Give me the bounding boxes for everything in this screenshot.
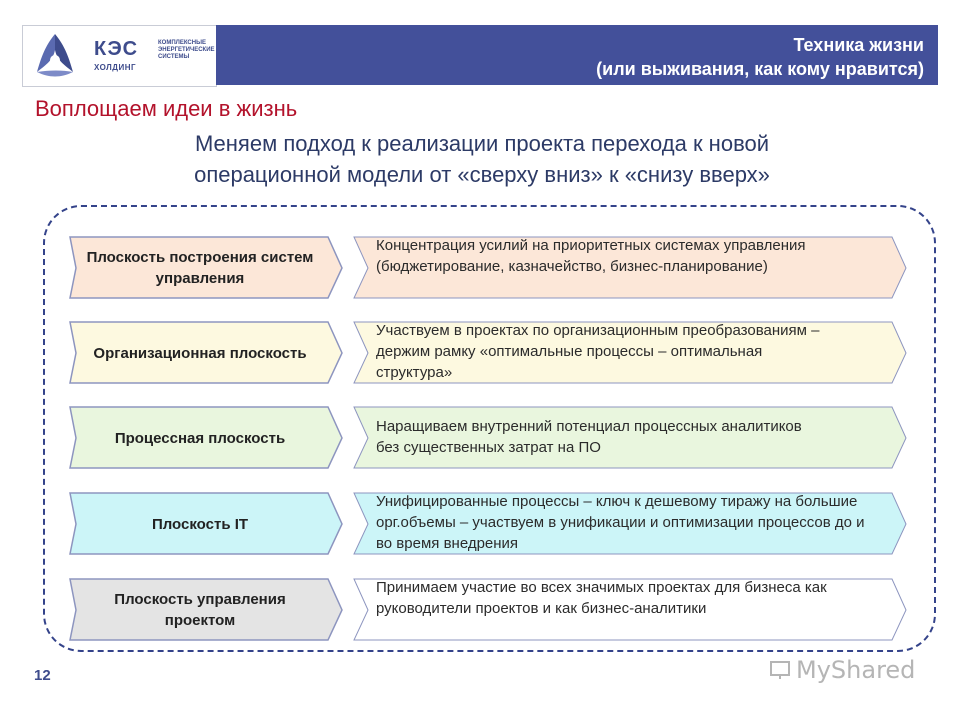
- row-2-label: Организационная плоскость: [93, 344, 307, 362]
- header-band: [216, 25, 938, 85]
- presentation-icon: [770, 660, 790, 680]
- company-letters: КЭС: [94, 38, 139, 60]
- slide-header-title: [596, 33, 924, 81]
- row-4-text: Унифицированные процессы – ключ к дешевому тиражу на большие орг.объемы – участвуем в унификации и оптимизации процессов до и во время внедрения: [376, 493, 865, 552]
- row-5-text: Принимаем участие во всех значимых проектах для бизнеса как руководители проектов и как бизнес-аналитики: [376, 579, 827, 617]
- subtitle-line-2: операционной модели от «сверху вниз» к «снизу вверх»: [194, 162, 770, 187]
- row-3-text: Наращиваем внутренний потенциал процессных аналитиков без существенных затрат на ПО: [376, 418, 802, 456]
- company-tagline: КОМПЛЕКСНЫЕ ЭНЕРГЕТИЧЕСКИЕ СИСТЕМЫ: [158, 40, 215, 60]
- section-title: Воплощаем идеи в жизнь: [35, 96, 298, 121]
- row-3-label: Процессная плоскость: [114, 429, 286, 447]
- row-5-label: Плоскость управления проектом: [114, 591, 286, 629]
- company-sub: ХОЛДИНГ: [94, 63, 137, 72]
- page-number: 12: [34, 667, 51, 684]
- row-1-text: Концентрация усилий на приоритетных системах управления (бюджетирование, казначейство, бизнес-планирование): [376, 237, 806, 275]
- company-tagline-block: [152, 25, 217, 87]
- header-line-2: (или выживания, как кому нравится): [596, 59, 924, 79]
- logo-swirl-icon: [23, 26, 87, 86]
- subtitle-line-1: Меняем подход к реализации проекта перехода к новой: [194, 131, 770, 156]
- row-2-text: Участвуем в проектах по организационным преобразованиям – держим рамку «оптимальные процессы – оптимальная структура»: [376, 322, 820, 381]
- row-1-label: Плоскость построения систем управления: [86, 249, 314, 287]
- watermark: MyShared: [796, 656, 916, 684]
- company-logo: [22, 25, 88, 87]
- company-name-block: [86, 25, 153, 87]
- row-4-label: Плоскость IT: [151, 515, 249, 533]
- slide-subtitle: [122, 128, 842, 190]
- header-line-1: Техника жизни: [793, 35, 924, 55]
